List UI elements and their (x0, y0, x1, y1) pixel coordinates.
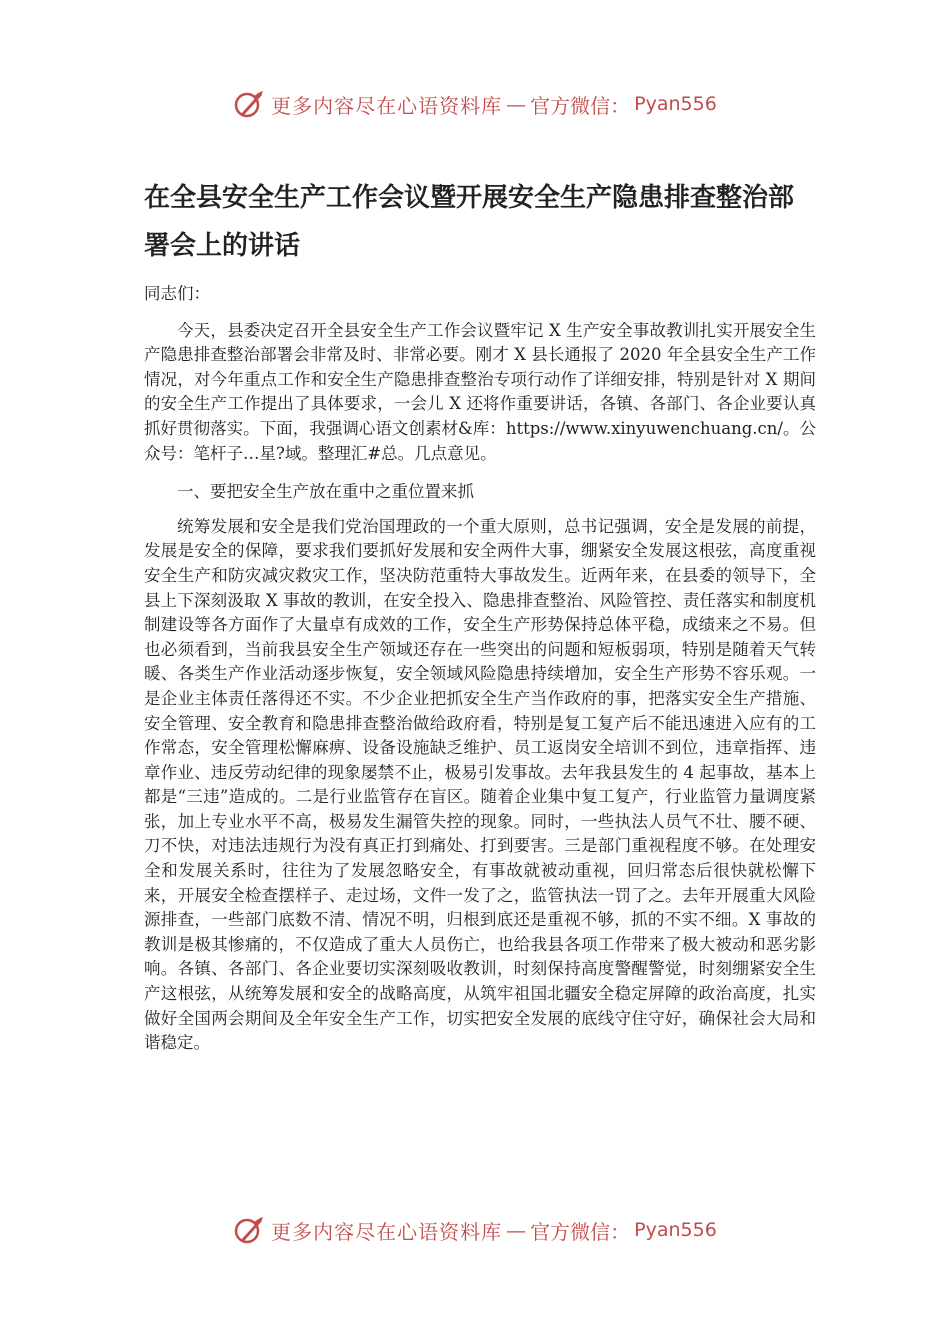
header-banner (0, 82, 950, 126)
banner-main-text: 更多内容尽在心语资料库 (271, 93, 503, 118)
quill-pen-icon (233, 1214, 265, 1246)
footer-separator: — (506, 1218, 527, 1242)
banner-wechat-id: Pyan556 (634, 93, 717, 115)
footer-wechat-label: 官方微信： (530, 1219, 631, 1244)
footer-main-text: 更多内容尽在心语资料库 (271, 1219, 503, 1244)
document-title: 在全县安全生产工作会议暨开展安全生产隐患排查整治部署会上的讲话 (144, 183, 795, 261)
document-body (144, 282, 816, 1056)
banner-separator: — (506, 92, 527, 116)
section-1-paragraph: 统筹发展和安全是我们党治国理政的一个重大原则，总书记强调，安全是发展的前提，发展是安全的保障，要求我们要抓好发展和安全两件大事，绷紧安全发展这根弦，高度重视安全生产和防灾减灾救灾工作，坚决防范重特大事故发生。近两年来，在县委的领导下，全县上下深刻汲取 X 事故的教训，在安全投入、隐患排查整治、风险管控、责任落实和制度机制建设等各方面作了大量卓有成效的工作，安全生产形势保持总体平稳，成绩来之不易。但也必须看到，当前我县安全生产领域还存在一些突出的问题和短板弱项，特别是随着天气转暖、各类生产作业活动逐步恢复，安全领域风险隐患持续增加，安全生产形势不容乐观。一是企业主体责任落得还不实。不少企业把抓安全生产当作政府的事，把落实安全生产措施、安全管理、安全教育和隐患排查整治做给政府看，特别是复工复产后不能迅速进入应有的工作常态，安全管理松懈麻痹、设备设施缺乏维护、员工返岗安全培训不到位，违章指挥、违章作业、违反劳动纪律的现象屡禁不止，极易引发事故。去年我县发生的 4 起事故，基本上都是“三违”造成的。二是行业监管存在盲区。随着企业集中复工复产，行业监管力量调度紧张，加上专业水平不高，极易发生漏管失控的现象。同时，一些执法人员气不壮、腰不硬、刀不快，对违法违规行为没有真正打到痛处、打到要害。三是部门重视程度不够。在处理安全和发展关系时，往往为了发展忽略安全，有事故就被动重视，回归常态后很快就松懈下来，开展安全检查摆样子、走过场，文件一发了之，监管执法一罚了之。去年开展重大风险源排查，一些部门底数不清、情况不明，归根到底还是重视不够，抓的不实不细。X 事故的教训是极其惨痛的，不仅造成了重大人员伤亡，也给我县各项工作带来了极大被动和恶劣影响。各镇、各部门、各企业要切实深刻吸收教训，时刻保持高度警醒警觉，时刻绷紧安全生产这根弦，从统筹发展和安全的战略高度，从筑牢祖国北疆安全稳定屏障的政治高度，扎实做好全国两会期间及全年安全生产工作，切实把安全发展的底线守住守好，确保社会大局和谐稳定。 (144, 516, 816, 1053)
greeting: 同志们： (144, 284, 210, 303)
section-heading-1: 一、要把安全生产放在重中之重位置来抓 (177, 482, 474, 502)
footer-wechat-id: Pyan556 (634, 1219, 717, 1241)
intro-paragraph: 今天，县委决定召开全县安全生产工作会议暨牢记 X 生产安全事故教训扎实开展安全生产隐患排查整治部署会非常及时、非常必要。刚才 X 县长通报了 2020 年全县安全生产工作情况，对今年重点工作和安全生产隐患排查整治专项行动作了详细安排，特别是针对 X 期间的安全生产工作提出了具体要求，一会儿 X 还将作重要讲话，各镇、各部门、各企业要认真抓好贯彻落实。下面，我强调心语文创素材&库：https://www.xinyuwenchuang.cn/。公众号：笔杆子…星?域。整理汇#总。几点意见。 (144, 320, 816, 463)
banner-wechat-label: 官方微信： (530, 93, 631, 118)
quill-pen-icon (233, 88, 265, 120)
footer-banner (0, 1208, 950, 1252)
